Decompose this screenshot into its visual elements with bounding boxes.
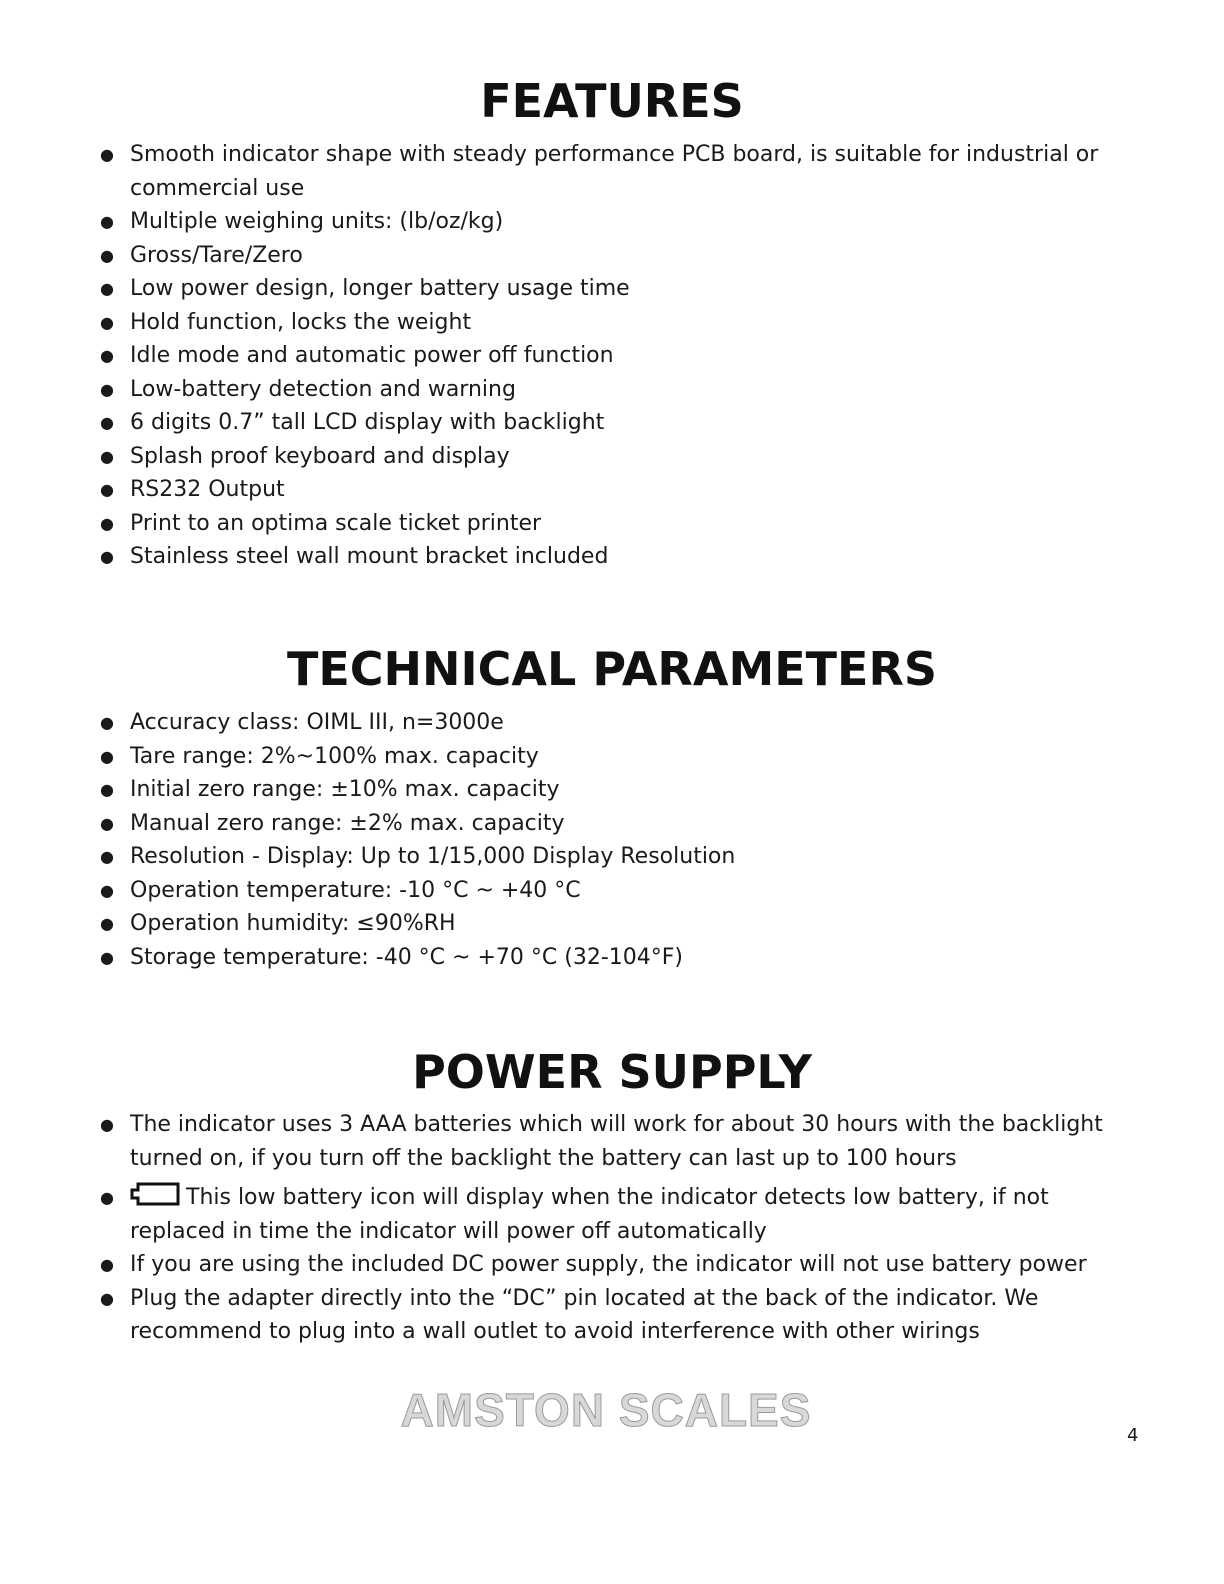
page-number: 4: [1127, 1425, 1139, 1446]
bullet-icon: ●: [100, 1188, 114, 1207]
bullet-icon: ●: [100, 547, 114, 566]
power-list: [100, 1108, 1140, 1349]
list-item: ● Splash proof keyboard and display: [100, 440, 1140, 474]
list-item: ● Gross/Tare/Zero: [100, 239, 1140, 273]
bullet-icon: ●: [100, 947, 114, 967]
power-supply-heading: POWER SUPPLY: [412, 1045, 812, 1099]
list-item: ● 6 digits 0.7” tall LCD display with backlight: [100, 406, 1140, 440]
list-item: ● Operation humidity: ≤90%RH: [100, 907, 1140, 941]
low-battery-icon: [130, 1182, 180, 1206]
list-item: ● If you are using the included DC power supply, the indicator will not use battery power: [100, 1248, 1140, 1282]
bullet-icon: ●: [100, 813, 114, 833]
watermark: AMSTON SCALES: [400, 1384, 812, 1436]
list-item: ● Tare range: 2%~100% max. capacity: [100, 740, 1140, 774]
list-item: ● The indicator uses 3 AAA batteries which will work for about 30 hours with the backlight turned on, if you turn off the backlight the battery can last up to 100 hours: [100, 1108, 1140, 1175]
bullet-icon: ●: [100, 279, 114, 298]
list-item: ● Resolution - Display: Up to 1/15,000 Display Resolution: [100, 840, 1140, 874]
bullet-icon: ●: [100, 446, 114, 466]
bullet-icon: ●: [100, 513, 114, 533]
list-item: ● Multiple weighing units: (lb/oz/kg): [100, 205, 1140, 239]
features-heading: FEATURES: [480, 74, 744, 128]
bullet-icon: ●: [100, 312, 114, 332]
bullet-icon: ●: [100, 847, 114, 866]
list-item: ● Operation temperature: -10 °C ~ +40 °C: [100, 874, 1140, 908]
features-list: [100, 138, 1140, 574]
bullet-icon: ●: [100, 1288, 114, 1308]
bullet-icon: ●: [100, 1255, 114, 1274]
bullet-icon: ●: [100, 780, 114, 799]
bullet-icon: ●: [100, 914, 114, 933]
list-item: ● Plug the adapter directly into the “DC” pin located at the back of the indicator. We recommend to plug into a wall outlet to avoid interference with other wirings: [100, 1282, 1140, 1349]
bullet-icon: ●: [100, 713, 114, 732]
technical-list: [100, 706, 1140, 974]
bullet-icon: ●: [100, 413, 114, 432]
bullet-icon: ●: [100, 379, 114, 399]
list-item: ● Smooth indicator shape with steady performance PCB board, is suitable for industrial or commercial use: [100, 138, 1140, 205]
list-item: ● RS232 Output: [100, 473, 1140, 507]
list-item: ● Accuracy class: OIML III, n=3000e: [100, 706, 1140, 740]
bullet-icon: ●: [100, 212, 114, 231]
technical-parameters-heading: TECHNICAL PARAMETERS: [286, 642, 938, 696]
list-item: ● Low-battery detection and warning: [100, 373, 1140, 407]
list-item: ● Low power design, longer battery usage time: [100, 272, 1140, 306]
bullet-icon: ●: [100, 746, 114, 766]
list-item: ● Manual zero range: ±2% max. capacity: [100, 807, 1140, 841]
list-item: ● Stainless steel wall mount bracket included: [100, 540, 1140, 574]
bullet-icon: ●: [100, 480, 114, 499]
list-item: ● Print to an optima scale ticket printer: [100, 507, 1140, 541]
list-item: ● Hold function, locks the weight: [100, 306, 1140, 340]
bullet-icon: ●: [100, 145, 114, 164]
list-item: ● This low battery icon will display when the indicator detects low battery, if not replaced in time the indicator will power off automatically: [100, 1181, 1140, 1248]
list-item: ● Storage temperature: -40 °C ~ +70 °C (32-104°F): [100, 941, 1140, 975]
bullet-icon: ●: [100, 880, 114, 900]
bullet-icon: ●: [100, 346, 114, 365]
bullet-icon: ●: [100, 1115, 114, 1134]
list-item: ● Idle mode and automatic power off function: [100, 339, 1140, 373]
list-item: ● Initial zero range: ±10% max. capacity: [100, 773, 1140, 807]
bullet-icon: ●: [100, 245, 114, 265]
